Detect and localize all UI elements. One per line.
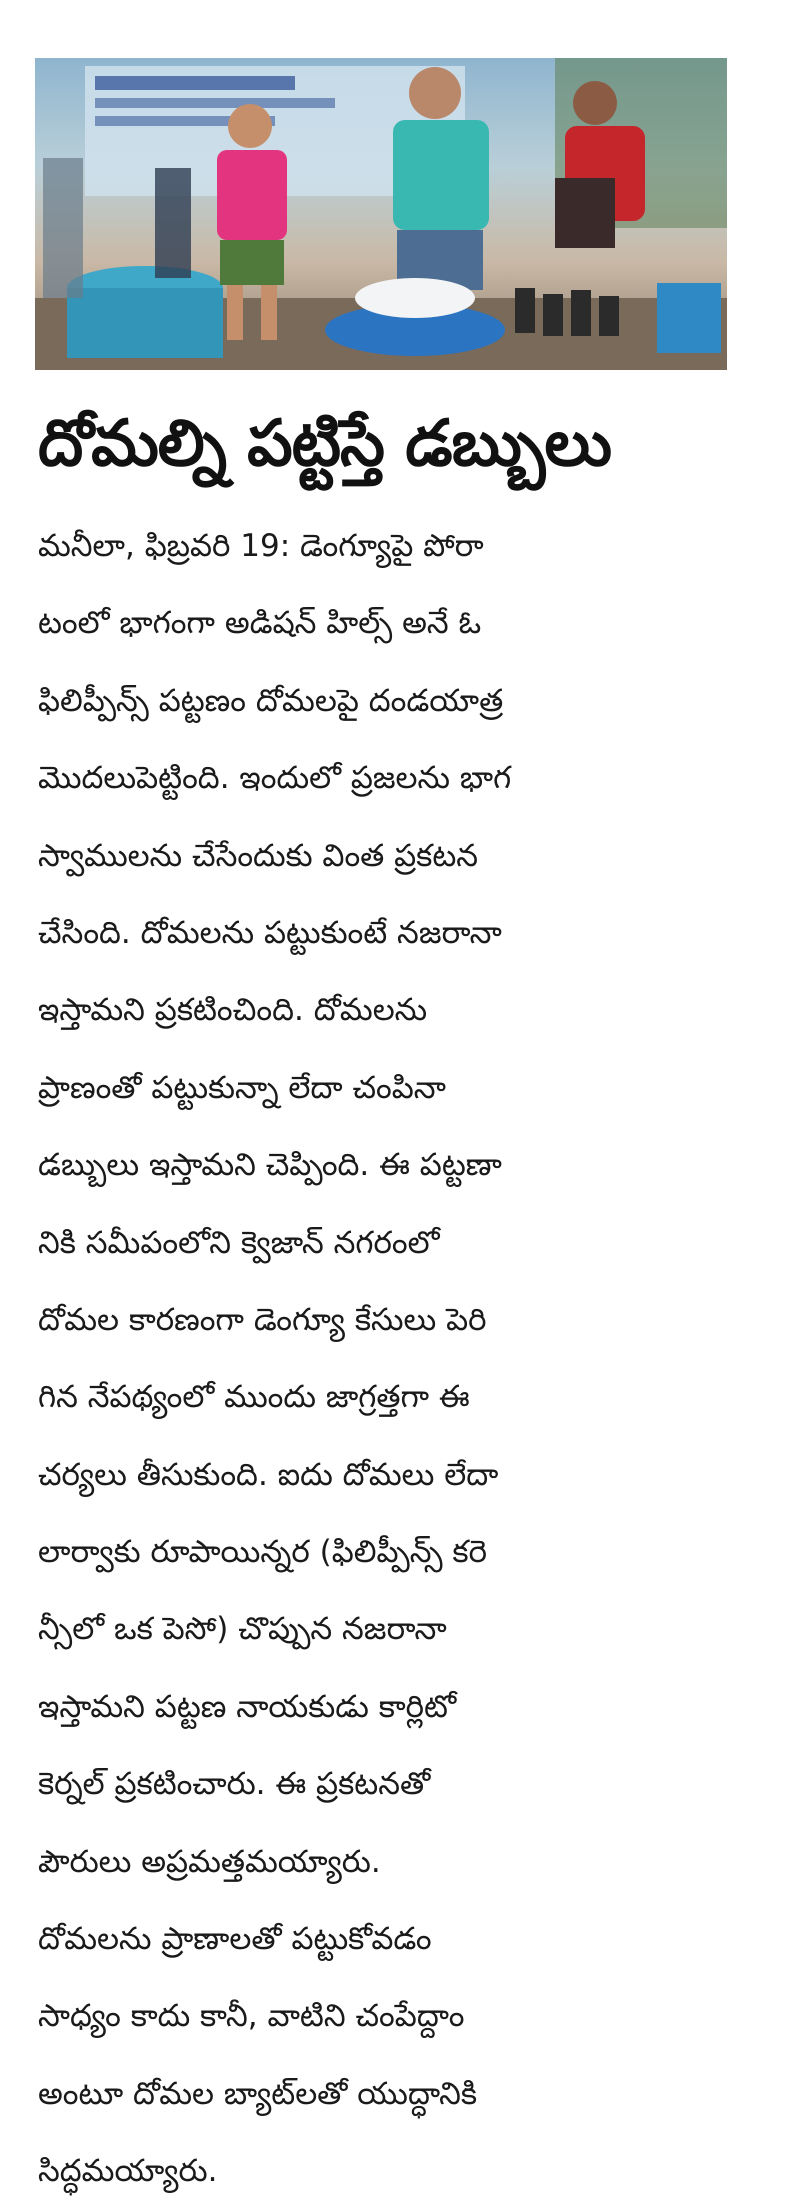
article-photo-illustration (35, 58, 727, 370)
body-line: అంటూ దోమల బ్యాట్‌లతో యుద్ధానికి (38, 2075, 478, 2112)
headline: దోమల్ని పట్టిస్తే డబ్బులు (38, 407, 612, 481)
article-photo (35, 58, 727, 370)
body-line: ఇస్తామని ప్రకటించింది. దోమలను (38, 992, 428, 1029)
body-line: ప్రాణంతో పట్టుకున్నా లేదా చంపినా (38, 1069, 447, 1106)
body-line: నికి సమీపంలోని క్వెజాన్ నగరంలో (38, 1224, 440, 1261)
article-body (38, 508, 728, 2211)
body-line: సాధ్యం కాదు కానీ, వాటిని చంపేద్దాం (38, 1998, 465, 2035)
body-line: న్సీలో ఒక పెసో) చొప్పున నజరానా (38, 1611, 447, 1648)
body-line: డబ్బులు ఇస్తామని చెప్పింది. ఈ పట్టణా (38, 1147, 502, 1184)
body-line: ఇస్తామని పట్టణ నాయకుడు కార్లిటో (38, 1688, 457, 1725)
body-line: పౌరులు అప్రమత్తమయ్యారు. (38, 1843, 381, 1880)
body-line: స్వాములను చేసేందుకు వింత ప్రకటన (38, 837, 479, 874)
body-line: దోమల కారణంగా డెంగ్యూ కేసులు పెరి (38, 1301, 487, 1338)
body-line: చర్యలు తీసుకుంది. ఐదు దోమలు లేదా (38, 1456, 499, 1493)
body-line: లార్వాకు రూపాయిన్నర (ఫిలిప్పీన్స్ కరె (38, 1534, 487, 1571)
body-line: దోమలను ప్రాణాలతో పట్టుకోవడం (38, 1921, 432, 1958)
body-line: ఫిలిప్పీన్స్ పట్టణం దోమలపై దండయాత్ర (38, 682, 504, 719)
body-line: కెర్నల్ ప్రకటించారు. ఈ ప్రకటనతో (38, 1766, 431, 1803)
body-line: చేసింది. దోమలను పట్టుకుంటే నజరానా (38, 914, 502, 951)
body-line: సిద్ధమయ్యారు. (38, 2153, 218, 2190)
body-line: మొదలుపెట్టింది. ఇందులో ప్రజలను భాగ (38, 760, 512, 797)
body-line: టంలో భాగంగా అడిషన్ హిల్స్ అనే ఓ (38, 605, 482, 642)
body-line: గిన నేపథ్యంలో ముందు జాగ్రత్తగా ఈ (38, 1379, 470, 1416)
body-line: మనీలా, ఫిబ్రవరి 19: డెంగ్యూపై పోరా (38, 528, 484, 564)
